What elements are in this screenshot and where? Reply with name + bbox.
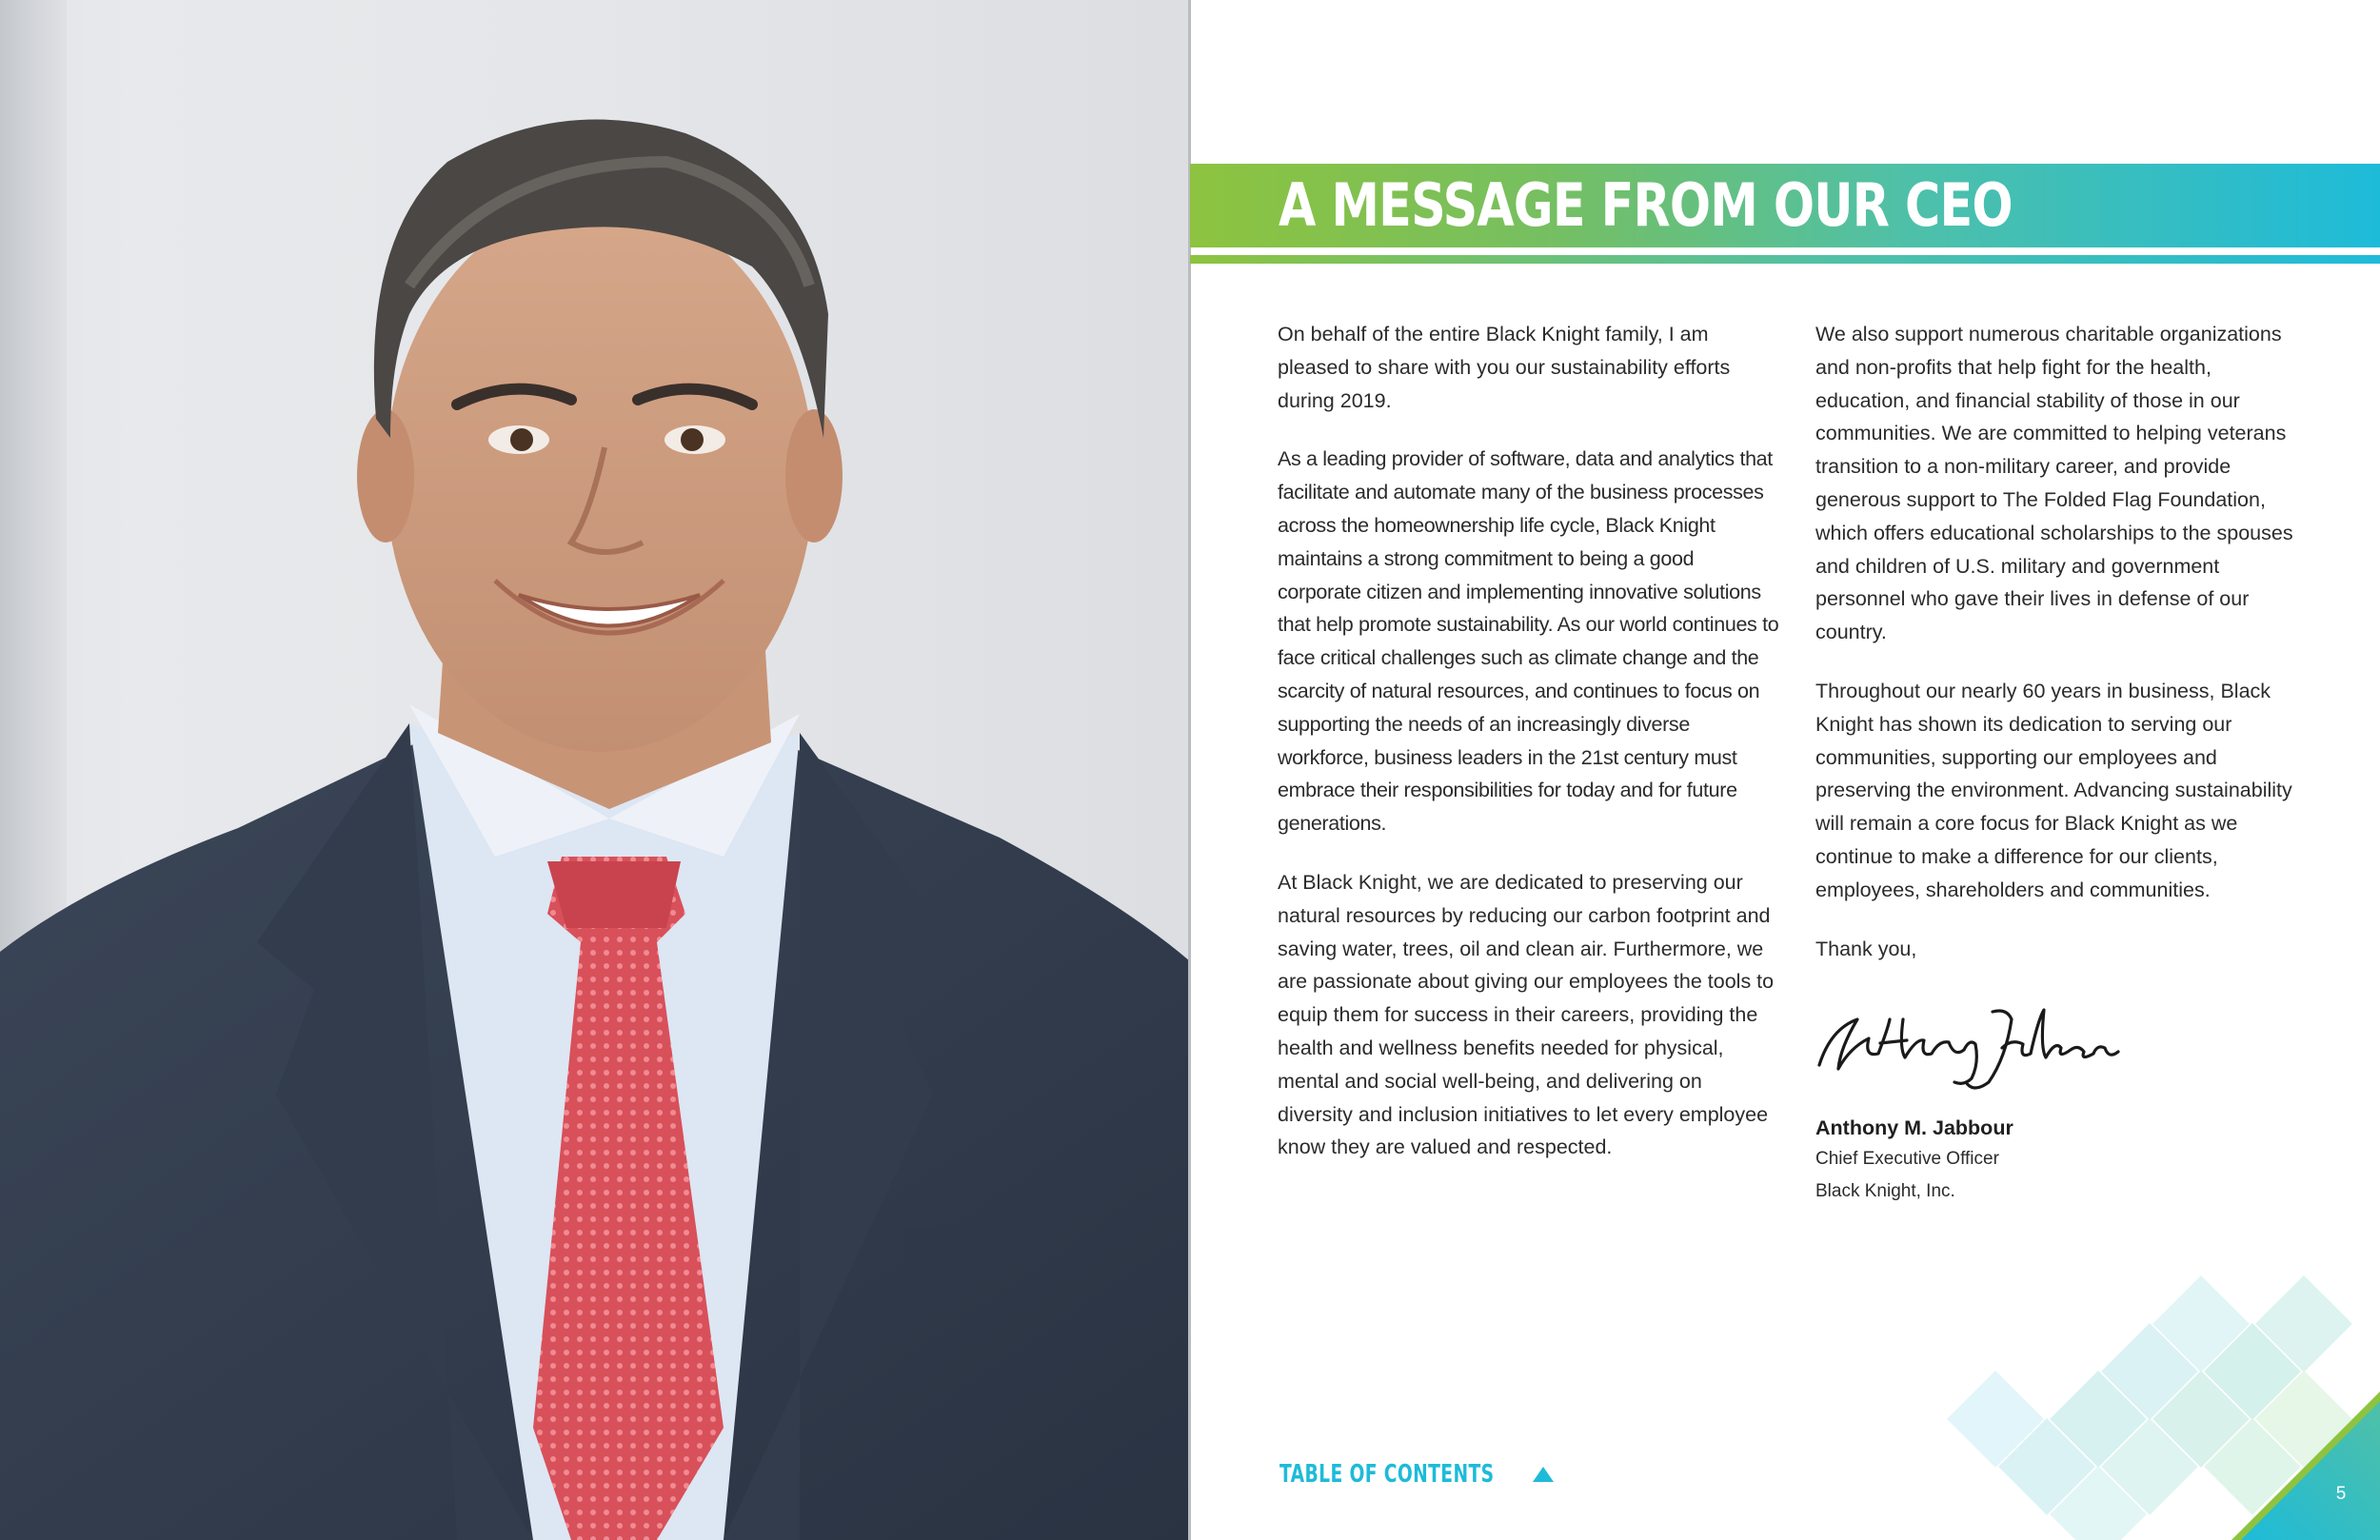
paragraph-intro: On behalf of the entire Black Knight family, I am pleased to share with you our sustainability efforts during 2019. [1278,323,1731,412]
message-right-column [1815,318,2311,1208]
ceo-signature [1812,991,2126,1096]
signer-name: Anthony M. Jabbour [1815,1116,2013,1140]
paragraph-commitment: As a leading provider of software, data and analytics that facilitate and automate many of the business processes across the homeownership life cycle, Black Knight maintains a strong commitment to being a good corporate citizen and implementing innovative solutions that help promote sustainability. As our world continues to face critical challenges such as climate change and the scarcity of natural resources, and continues to focus on supporting the needs of an increasingly diverse workforce, business leaders in the 21st century must embrace their responsibilities for today and for future generations. [1278,447,1779,836]
toc-label: TABLE OF CONTENTS [1279,1460,1495,1489]
page-number: 5 [2335,1484,2347,1504]
signer-company: Black Knight, Inc. [1815,1181,1955,1202]
table-of-contents-link[interactable] [1279,1460,1555,1489]
paragraph-charities: We also support numerous charitable organizations and non-profits that help fight for the health, education, and financial stability of those in our communities. We are committed to helping veterans transition to a non-military career, and provide generous support to The Folded Flag Foundation, which offers educational scholarships to the spouses and children of U.S. military and government personnel who gave their lives in defense of our country. [1815,323,2293,644]
triangle-up-icon [1532,1466,1555,1483]
signer-title: Chief Executive Officer [1815,1149,1999,1170]
paragraph-environment: At Black Knight, we are dedicated to preserving our natural resources by reducing our carbon footprint and saving water, trees, oil and clean air. Furthermore, we are passionate about giving our employees the tools to equip them for success in their careers, providing the health and wellness benefits needed for physical, mental and social well-being, and delivering on diversity and inclusion initiatives to let every employee know they are valued and respected. [1278,870,1775,1159]
title-underline [1190,255,2380,264]
paragraph-history: Throughout our nearly 60 years in business, Black Knight has shown its dedication to serving our communities, supporting our employees and preserving the environment. Advancing sustainability will remain a core focus for Black Knight as we continue to make a difference for our clients, employees, shareholders and communities. [1815,679,2292,901]
page-title: A MESSAGE FROM OUR CEO [1279,170,2013,240]
closing-text: Thank you, [1815,937,1917,960]
message-left-column [1278,318,1782,1190]
page-corner-tab [2218,1380,2380,1540]
